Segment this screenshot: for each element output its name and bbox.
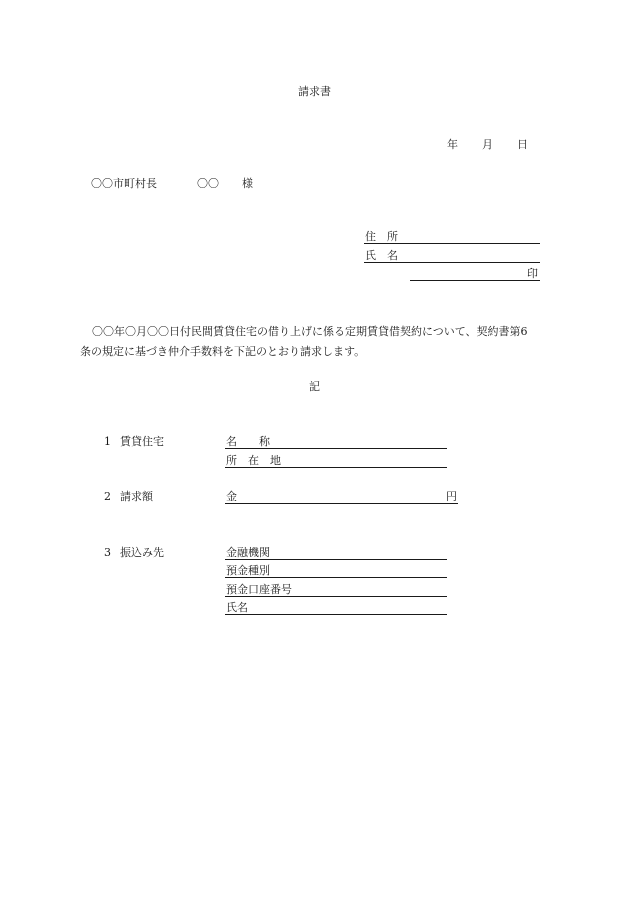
item-2-suffix: 円: [446, 490, 457, 503]
item-3-field-2: 預金種別: [226, 564, 270, 577]
request-body: [80, 322, 560, 362]
applicant-name-line: [364, 262, 540, 263]
item-3-line-2: [225, 577, 447, 578]
applicant-seal-line: [410, 280, 540, 281]
applicant-address-line: [364, 243, 540, 244]
item-1-field-1: 名 称: [226, 435, 270, 448]
item-2-label: 請求額: [120, 490, 153, 503]
item-1-line-1: [225, 448, 447, 449]
date-month: 月: [482, 138, 493, 151]
item-3-line-3: [225, 596, 447, 597]
item-3-line-4: [225, 614, 447, 615]
applicant-address-label: 住 所: [365, 230, 398, 243]
item-3-number: 3: [104, 546, 111, 559]
item-1-number: 1: [104, 435, 111, 448]
item-2-line: [225, 503, 458, 504]
body-line-2: 条の規定に基づき仲介手数料を下記のとおり請求します。: [80, 345, 366, 358]
applicant-name-label: 氏 名: [365, 249, 398, 262]
addressee-name: 〇〇: [197, 177, 219, 190]
item-3-field-1: 金融機関: [226, 546, 270, 559]
document-title: 請求書: [298, 85, 331, 98]
item-1-line-2: [225, 467, 447, 468]
date-day: 日: [517, 138, 528, 151]
item-3-label: 振込み先: [120, 546, 164, 559]
item-3-line-1: [225, 559, 447, 560]
ki-heading: 記: [309, 380, 320, 393]
date-year: 年: [447, 138, 458, 151]
item-1-field-2: 所 在 地: [226, 454, 281, 467]
item-2-number: 2: [104, 490, 111, 503]
addressee-honorific: 様: [242, 177, 253, 190]
item-3-field-4: 氏名: [226, 601, 248, 614]
body-line-1: 〇〇年〇月〇〇日付民間賃貸住宅の借り上げに係る定期賃貸借契約について、契約書第6: [92, 325, 528, 338]
item-2-field-1: 金: [226, 490, 237, 503]
applicant-seal: 印: [527, 267, 538, 280]
addressee-mayor: 〇〇市町村長: [91, 177, 157, 190]
item-1-label: 賃貸住宅: [120, 435, 164, 448]
item-3-field-3: 預金口座番号: [226, 583, 292, 596]
